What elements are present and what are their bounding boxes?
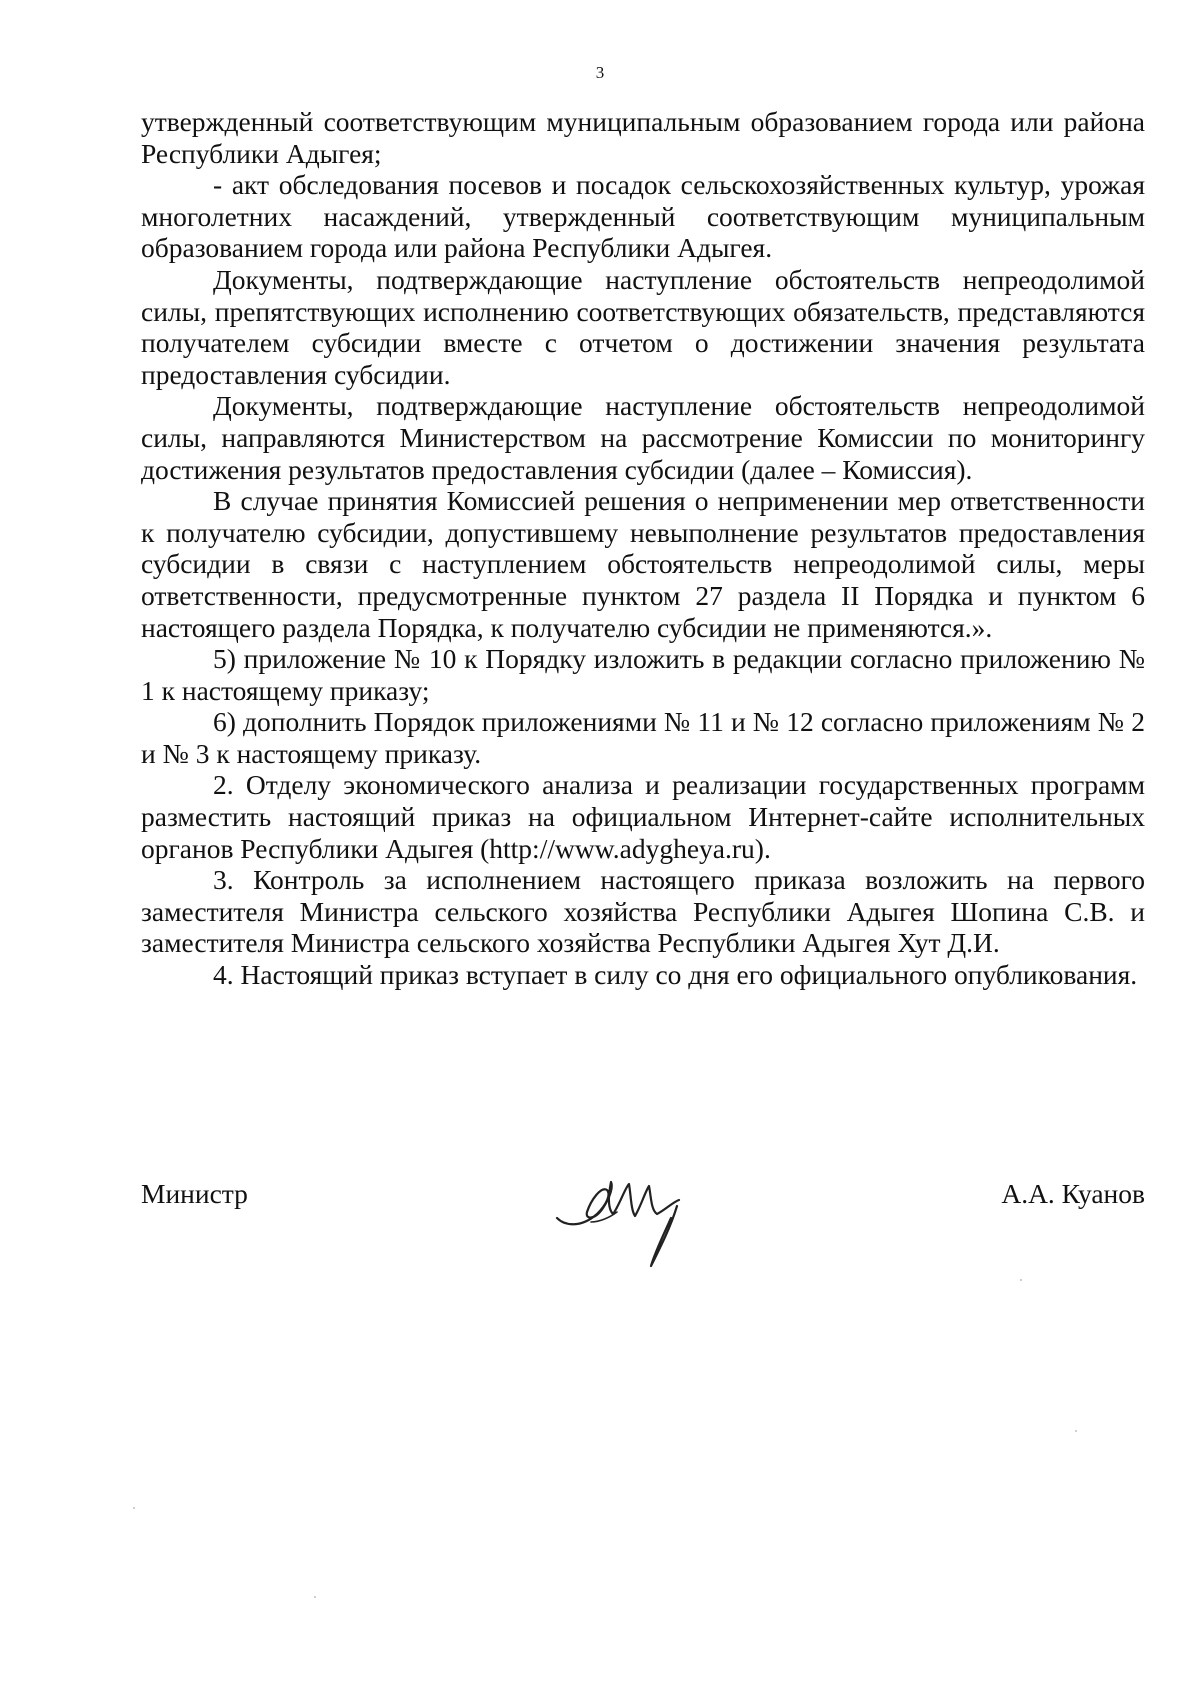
paragraph-point-3: 3. Контроль за исполнением настоящего приказа возложить на первого заместителя Министра сельского хозяйства Республики Адыгея Шопина С.В. и заместителя Министра сельского хозяйства Республики Адыгея Хут Д.И. <box>141 864 1145 959</box>
signer-name: А.А. Куанов <box>1001 1178 1145 1209</box>
signature-block <box>141 1168 1145 1278</box>
paragraph-continuation: утвержденный соответствующим муниципальным образованием города или района Республики Адыгея; <box>141 106 1145 169</box>
paragraph-commission-review: Документы, подтверждающие наступление обстоятельств непреодолимой силы, направляются Министерством на рассмотрение Комиссии по мониторингу достижения результатов предоставления субсидии (далее – Комиссия). <box>141 390 1145 485</box>
signer-position: Министр <box>141 1178 248 1209</box>
paragraph-force-majeure-documents: Документы, подтверждающие наступление обстоятельств непреодолимой силы, препятствующих исполнению соответствующих обязательств, представляются получателем субсидии вместе с отчетом о достижении значения результата предоставления субсидии. <box>141 263 1145 390</box>
paragraph-liability-exemption: В случае принятия Комиссией решения о неприменении мер ответственности к получателю субсидии, допустившему невыполнение результатов предоставления субсидии в связи с наступлением обстоятельств непреодолимой силы, меры ответственности, предусмотренные пунктом 27 раздела II Порядка и пунктом 6 настоящего раздела Порядка, к получателю субсидии не применяются.». <box>141 485 1145 643</box>
paragraph-item-6: 6) дополнить Порядок приложениями № 11 и № 12 согласно приложениям № 2 и № 3 к настоящему приказу. <box>141 706 1145 769</box>
paragraph-item-5: 5) приложение № 10 к Порядку изложить в редакции согласно приложению № 1 к настоящему приказу; <box>141 643 1145 706</box>
scan-speck <box>1075 1430 1077 1432</box>
scan-speck <box>133 1507 135 1509</box>
handwritten-signature <box>551 1156 701 1271</box>
paragraph-point-2: 2. Отделу экономического анализа и реализации государственных программ разместить настоящий приказ на официальном Интернет-сайте исполнительных органов Республики Адыгея (http://www.adygheya.ru). <box>141 769 1145 864</box>
paragraph-survey-act: - акт обследования посевов и посадок сельскохозяйственных культур, урожая многолетних насаждений, утвержденный соответствующим муниципальным образованием города или района Республики Адыгея. <box>141 169 1145 264</box>
scan-speck <box>314 1596 316 1598</box>
page-number: 3 <box>595 63 605 82</box>
document-body <box>141 106 1145 991</box>
scan-speck <box>1020 1279 1022 1281</box>
paragraph-point-4: 4. Настоящий приказ вступает в силу со дня его официального опубликования. <box>213 959 1138 991</box>
